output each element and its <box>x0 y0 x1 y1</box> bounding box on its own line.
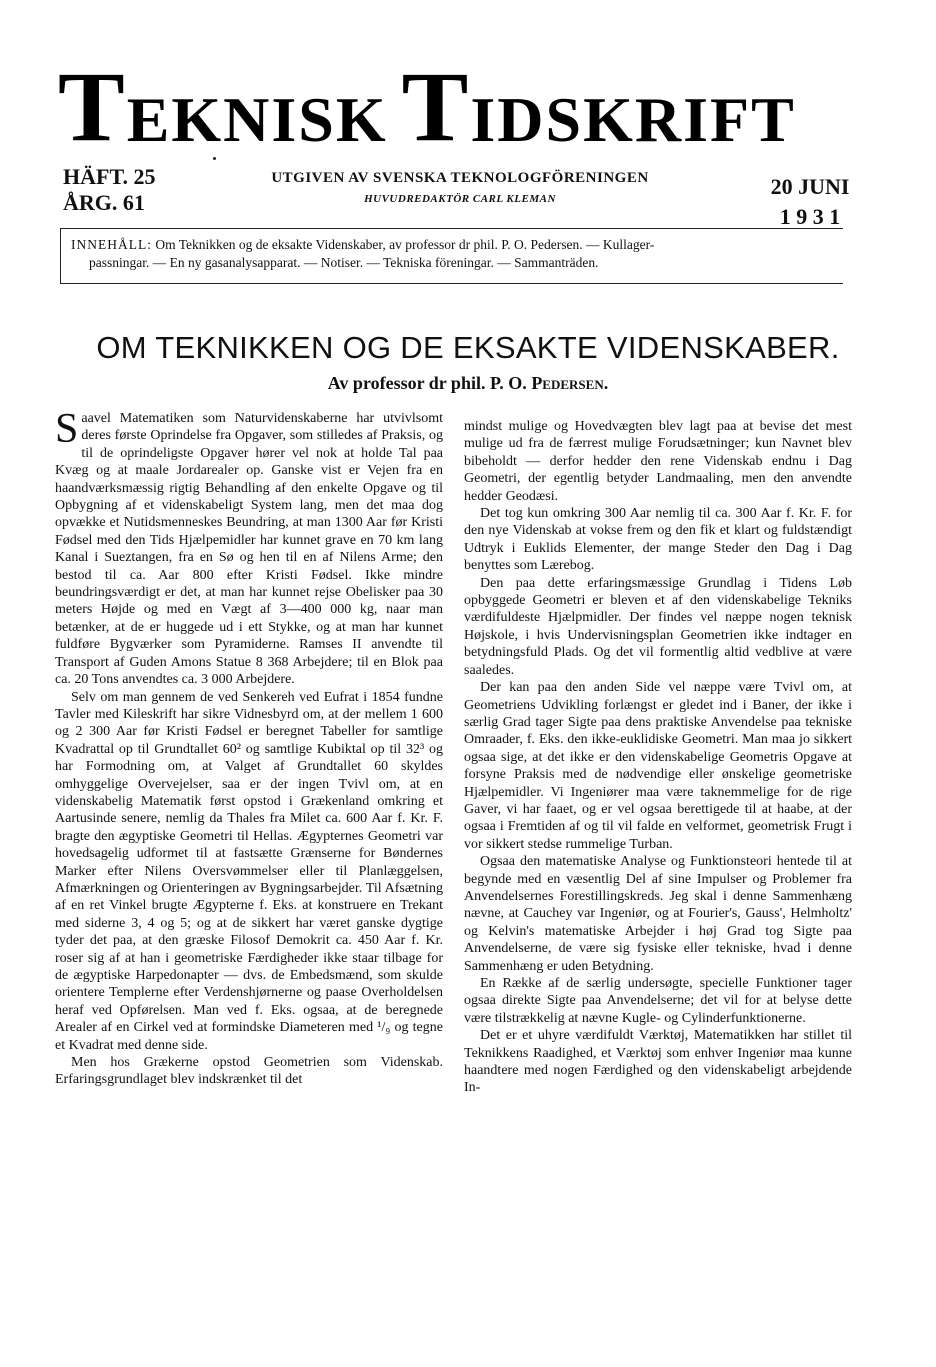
date-year: 1 9 3 1 <box>779 204 841 229</box>
masthead-word-2: IDSKRIFT <box>470 84 796 155</box>
paragraph: Den paa dette erfaringsmæssige Grundlag i Tidens Løb opbyggede Geometri er bleven et af den videnskabelige Tekniks værdifuldeste Hjælpmidler. Der findes vel næppe nogen teknisk Højskole, i hvis Undervisningsplan Geometrien ikke indtager en betydningsfuld Plads. Og det vil formentlig altid vedblive at være saaledes. <box>464 575 852 678</box>
drop-cap: S <box>55 406 79 452</box>
masthead-initial-2: T <box>401 51 471 162</box>
print-speck <box>213 157 216 160</box>
byline-prefix: Av professor dr phil. P. O. <box>327 373 527 393</box>
masthead-initial-1: T <box>58 51 127 162</box>
issue-info <box>63 164 155 216</box>
column-right <box>464 418 852 1097</box>
publisher-info <box>230 170 690 205</box>
article-byline <box>40 373 896 394</box>
paragraph: Men hos Grækerne opstod Geometrien som Videnskab. Erfaringsgrundlaget blev indskrænket til det <box>55 1055 443 1088</box>
toc-line-2: passningar. — En ny gasanalysapparat. — Notiser. — Tekniska föreningar. — Sammanträden. <box>89 255 599 270</box>
paragraph: Det er et uhyre værdifuldt Værktøj, Matematikken har stillet til Teknikkens Raadighed, et Værktøj som enhver Ingeniør maa kunne haandtere med nogen Færdighed og den videnskabeligt arbejdende In- <box>464 1028 852 1096</box>
paragraph: Der kan paa den anden Side vel næppe være Tvivl om, at Geometriens Udvikling forlængst er gledet ind i Baner, der ikke i særlig Grad tager Sigte paa dens praktiske Anvendelse paa tekniske Omraader, f. Eks. den ikke-euklidiske Geometri. Man maa jo sikkert ogsaa sige, at det ikke er den videnskabelige Geometris Opgave at forsyne Praksis med de nødvendige eller ønskelige geometriske Hjælpemidler. Vi Ingeniører maa være taknemmelige for de rige Gaver, vi har faaet, og er vel ogsaa berettigede til at haabe, at der ogsaa i Fremtiden af og til vil falde en velformet, geometrisk Frugt i vor sikkert stedse rummelige Turban. <box>464 680 852 852</box>
paragraph: Ogsaa den matematiske Analyse og Funktionsteori hentede til at begynde med en væsentlig Del af sine Impulser og Problemer fra Anvendelsernes Forestillingskreds. Jeg skal i denne Sammenhæng nævne, at Cauchey var Ingeniør, og at Fourier's, Gauss', Helmholtz' og Kelvin's matematiske Arbejder i høj Grad tog Sigte paa Anvendelserne, de være sig fysiske eller tekniske, hvad i denne Sammenhæng er uden Betydning. <box>464 854 852 974</box>
issue-date <box>755 172 865 232</box>
paragraph-text: aavel Matematiken som Naturvidenskaberne har utvivlsomt deres første Oprindelse fra Opgaver, som stilledes af Praksis, og til de oprindeligste Opgaver hører vel nok at holde Tal paa Kvæg og at maale Jordarealer op. Ganske vist er Vejen fra en haandværksmæssig rigtig Behandling af den enkelte Opgave og til Opbygning af et videnskabeligt System lang, men det maa dog opvække et Nutidsmenneskes Beundring, at man 1300 Aar før Kristi Fødsel med den Tids Hjælpemidler har kunnet grave en 70 km lang Kanal i Sueztangen, fra en Sø og hen til en af Nilens Arme; den bestod til ca. Aar 800 efter Kristi Fødsel. Ikke mindre beundringsværdigt er det, at man har kunnet rejse Obelisker paa 30 meters Højde og med en Vægt af 3—400 000 kg, naar man betænker, at de er huggede ud i ett Stykke, og at man har kunnet fuldføre Bygværker som Pyramiderne. Ramses II anvendte til Transport af Guden Amons Statue 8 368 Arbejdere; til en Blok paa ca. 20 Tons anvendtes ca. 3 000 Arbejdere. <box>55 411 443 688</box>
column-left <box>55 406 443 1089</box>
article-title: OM TEKNIKKEN OG DE EKSAKTE VIDENSKABER. <box>96 330 840 365</box>
paragraph <box>55 406 443 689</box>
paragraph: Det tog kun omkring 300 Aar nemlig til ca. 300 Aar f. Kr. F. for den nye Videnskab at vokse frem og den fik et klart og fuldstændigt Udtryk i Euklids Elementer, der mange Steder den Dag i Dag benyttes som Lærebog. <box>464 506 852 574</box>
masthead-title <box>58 51 868 162</box>
date-day-month: 20 JUNI <box>770 174 850 199</box>
toc-label: INNEHÅLL: <box>71 237 152 252</box>
masthead-word-1: EKNISK <box>126 84 388 155</box>
issue-number: HÄFT. 25 <box>63 164 156 189</box>
paragraph: Selv om man gennem de ved Senkereh ved Eufrat i 1854 fundne Tavler med Kileskrift har sikre Vidnesbyrd om, at der mellem 1 600 og 2 300 Aar før Kristi Fødsel er beregnet Tabeller for samtlige Kvadrattal op til Grundtallet 60² og samtlige Kubiktal op til 32³ og har Formodning om, at Valget af Grundtallet 60 skyldes omhyggelige Overvejelser, saa er der ingen Tvivl om, at en videnskabelig Matematik først opstod i Grækenland omkring et Aartusinde senere, nemlig da Thales fra Milet ca. 600 Aar f. Kr. F. bragte den ægyptiske Geometri til Hellas. Ægypternes Geometri var hovedsagelig udformet til at fastsætte Grænserne for Bøndernes Marker efter Nilens Oversvømmelser eller til Planlæggelsen, Afmærkningen og Orienteringen av Bygningsarbejder. Til Afsætning af en ret Vinkel brugte Ægypterne f. Eks. at konstruere en Trekant med siderne 3, 4 og 5; og at de sikkert har været ganske dygtige tyder det paa, at den græske Filosof Demokrit ca. 450 Aar f. Kr. roser sig af at han i geometriske Færdigheder ikke staar tilbage for de ægyptiske Harpedonapter — dvs. de Embedsmænd, som skulde orientere Templerne efter Verdenshjørnerne og paase Overholdelsen heraf ved Opførelsen. Man ved f. Eks. ogsaa, at de beregnede Arealer af en Cirkel ved at formindske Diameteren med ¹/₉ og tegne et Kvadrat med denne side. <box>55 689 443 1053</box>
toc-line-1: Om Teknikken og de eksakte Videnskaber, av professor dr phil. P. O. Pedersen. — Kullager- <box>155 237 655 252</box>
paragraph: mindst mulige og Hovedvægten blev lagt paa at bevise det mest mulige ud fra de færrest mulige Forudsætninger; kun Navnet blev bibeholdt — derfor hedder den rene Videnskab endnu i Dag Geometri, der egentlig betyder Landmaaling, men den anvendte hedder Geodæsi. <box>464 419 852 504</box>
volume-number: ÅRG. 61 <box>63 190 145 215</box>
table-of-contents <box>60 228 843 284</box>
byline-author: Pedersen. <box>531 373 609 393</box>
editor: HUVUDREDAKTÖR CARL KLEMAN <box>364 193 556 205</box>
publisher: UTGIVEN AV SVENSKA TEKNOLOGFÖRENINGEN <box>271 170 649 186</box>
paragraph: En Række af de særlig undersøgte, specielle Funktioner tager ogsaa direkte Sigte paa Anvendelserne; det vil for at belyse dette være tilstrækkelig at nævne Kugle- og Cylinderfunktionerne. <box>464 976 852 1026</box>
